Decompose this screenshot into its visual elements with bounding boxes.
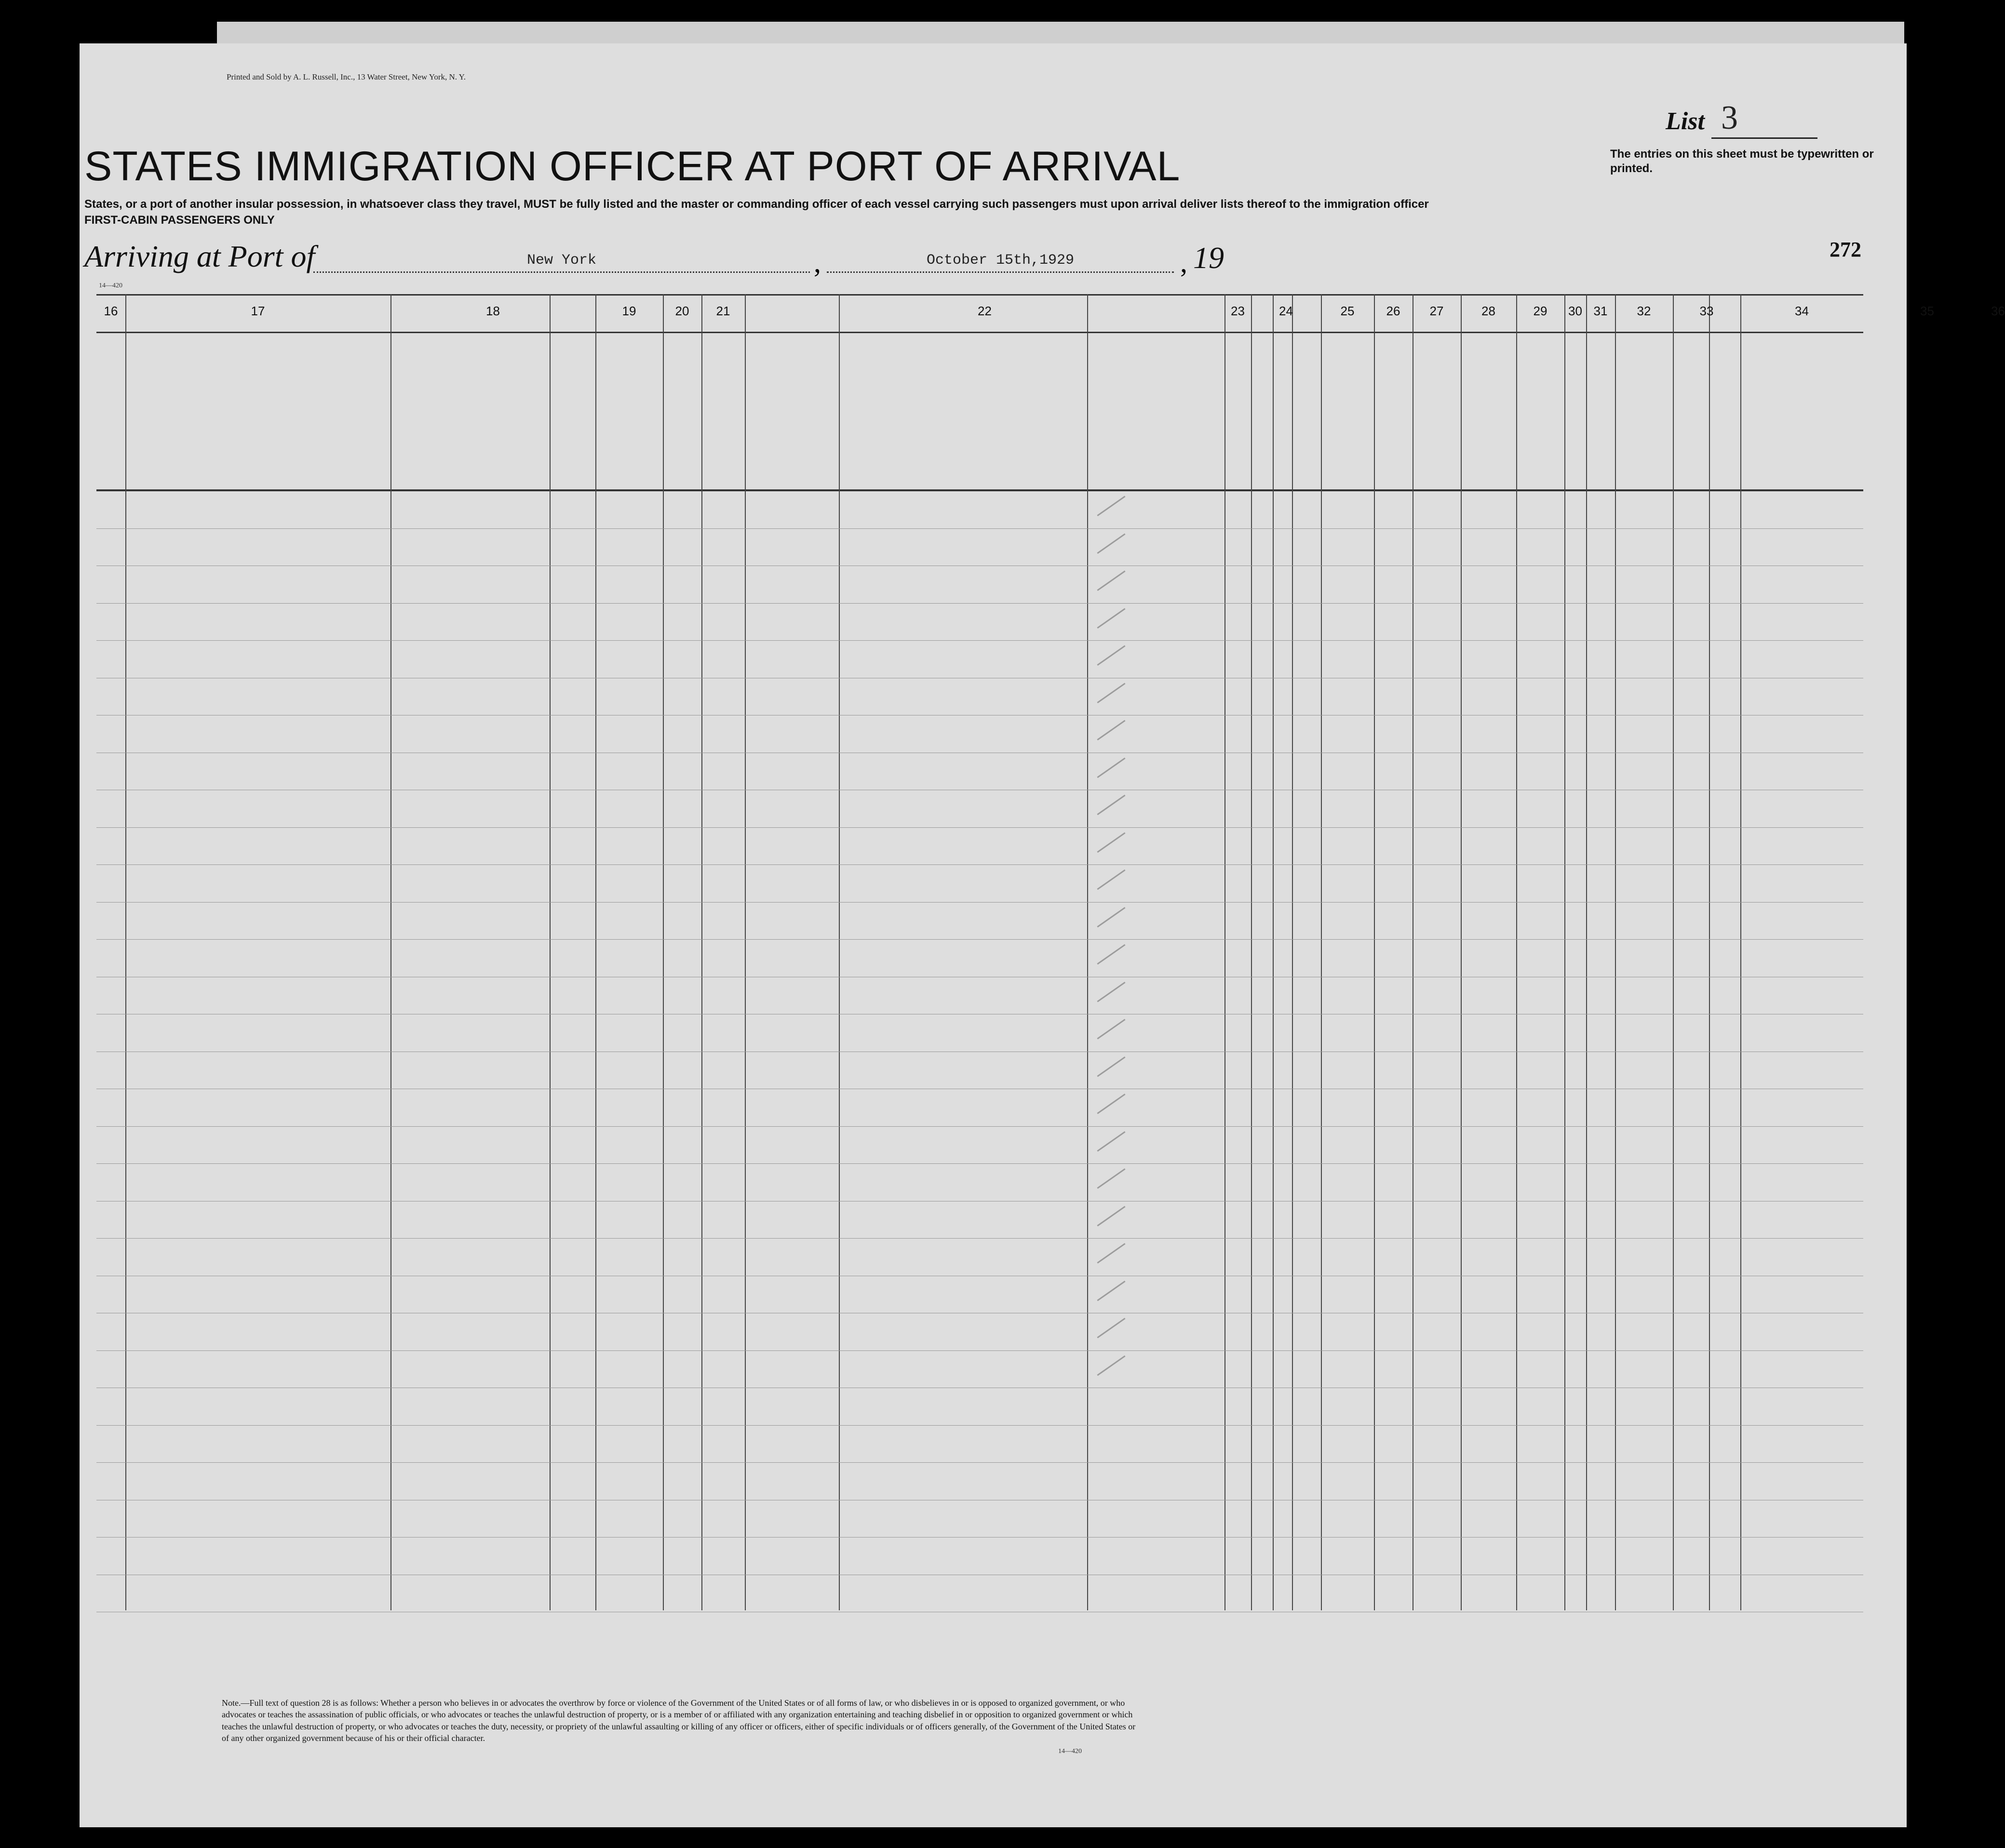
column-number: 16 xyxy=(104,304,118,318)
column-number: 30 xyxy=(1568,304,1582,318)
binder-hole xyxy=(42,1244,67,1269)
arriving-label: Arriving at Port of xyxy=(84,239,315,273)
list-label: List xyxy=(1666,108,1705,135)
header-inches xyxy=(1543,415,1564,526)
handwritten-check-icon xyxy=(1097,944,1125,965)
column-number: 17 xyxy=(251,304,265,318)
header-ticket xyxy=(552,342,591,453)
row-rule xyxy=(96,1163,1863,1164)
row-rule xyxy=(96,1238,1863,1239)
handwritten-check-icon xyxy=(1097,533,1125,554)
handwritten-check-icon xyxy=(1097,1355,1125,1376)
handwritten-check-icon xyxy=(1097,982,1125,1002)
binder-hole xyxy=(42,858,67,883)
comma: , xyxy=(814,246,821,278)
handwritten-check-icon xyxy=(1097,683,1125,703)
column-rule xyxy=(1740,294,1741,1610)
row-rule xyxy=(96,827,1863,828)
header-feet xyxy=(1519,415,1540,526)
column-number: 26 xyxy=(1386,304,1400,318)
page-number: 272 xyxy=(1830,238,1861,261)
row-rule xyxy=(96,603,1863,604)
column-rule xyxy=(1087,294,1088,1610)
row-rule xyxy=(96,1425,1863,1426)
header-money xyxy=(665,342,699,453)
handwritten-check-icon xyxy=(1097,496,1125,516)
column-rule xyxy=(1564,294,1565,1610)
binder-hole xyxy=(42,359,67,384)
binder-hole xyxy=(42,1499,67,1524)
handwritten-check-icon xyxy=(1097,608,1125,629)
column-header-row xyxy=(96,330,1863,491)
header-anarchist xyxy=(1294,342,1321,453)
handwritten-check-icon xyxy=(1097,1168,1125,1189)
column-number: 32 xyxy=(1637,304,1651,318)
column-rule xyxy=(663,294,664,1610)
handwritten-check-icon xyxy=(1097,1131,1125,1152)
row-rule xyxy=(96,1537,1863,1538)
column-rule xyxy=(1292,294,1293,1610)
column-number: 28 xyxy=(1481,304,1495,318)
handwritten-check-icon xyxy=(1097,1281,1125,1301)
column-rule xyxy=(1321,294,1322,1610)
column-rule xyxy=(390,294,391,1610)
column-number: 33 xyxy=(1699,304,1714,318)
date-field: October 15th,1929 xyxy=(827,252,1174,273)
row-rule xyxy=(96,1462,1863,1463)
row-rule xyxy=(96,640,1863,641)
column-number: 36 xyxy=(1991,304,2005,318)
row-rule xyxy=(96,864,1863,865)
column-rule xyxy=(745,294,746,1610)
column-rule xyxy=(1461,294,1462,1610)
form-code: 14—420 xyxy=(99,282,122,289)
handwritten-check-icon xyxy=(1097,1056,1125,1077)
row-rule xyxy=(96,1126,1863,1127)
year-label: 19 xyxy=(1193,241,1224,275)
handwritten-check-icon xyxy=(1097,832,1125,853)
handwritten-check-icon xyxy=(1097,1243,1125,1264)
entries-note: The entries on this sheet must be typewritten or printed. xyxy=(1610,148,1874,175)
footnote: Note.—Full text of question 28 is as follows: Whether a person who believes in or advocates the overthrow by force or violence of the Government of the United States or of all forms of law, or who disbelieves in or is opposed to organized government, or who advocates or teaches the assassination of public officials, or who advocates or teaches the unlawful destruction of property, or is a member of or affiliated with any organization entertaining and teaching disbelief in or opposition to organized government or which teaches the unlawful destruction of property, or who advocates or teaches the duty, necessity, or propriety of the unlawful assaulting or killing of any officer or officers, either of specific individuals or of officers generally, of the Government of the United States or of any other organized government because of his or their official character. xyxy=(222,1698,1136,1743)
column-number: 22 xyxy=(978,304,992,318)
handwritten-check-icon xyxy=(1097,1019,1125,1039)
column-number: 29 xyxy=(1533,304,1547,318)
column-number: 24 xyxy=(1279,304,1293,318)
column-number: 23 xyxy=(1231,304,1245,318)
manifest-table xyxy=(96,294,2005,1610)
column-rule xyxy=(1709,294,1710,1610)
column-rule xyxy=(1615,294,1616,1610)
column-number: 21 xyxy=(716,304,730,318)
column-rule xyxy=(1273,294,1274,1610)
handwritten-check-icon xyxy=(1097,757,1125,778)
column-rule xyxy=(125,294,126,1610)
page-title: STATES IMMIGRATION OFFICER AT PORT OF ARRIVAL xyxy=(84,143,1181,189)
comma: , xyxy=(1180,246,1187,278)
column-number: 35 xyxy=(1920,304,1934,318)
column-rule xyxy=(839,294,840,1610)
handwritten-check-icon xyxy=(1097,1206,1125,1227)
column-rule xyxy=(595,294,596,1610)
handwritten-check-icon xyxy=(1097,720,1125,741)
binder-hole xyxy=(42,612,67,637)
handwritten-check-icon xyxy=(1097,1318,1125,1338)
column-rule xyxy=(1374,294,1375,1610)
handwritten-check-icon xyxy=(1097,795,1125,815)
port-field: New York xyxy=(313,252,810,273)
row-rule xyxy=(96,939,1863,940)
row-rule xyxy=(96,1350,1863,1351)
column-rule xyxy=(1251,294,1252,1610)
column-number: 27 xyxy=(1429,304,1444,318)
column-rule xyxy=(550,294,551,1610)
header-polygamist xyxy=(1275,342,1292,453)
column-number: 34 xyxy=(1795,304,1809,318)
column-number: 19 xyxy=(622,304,636,318)
binder-hole xyxy=(42,1581,67,1606)
class-line: FIRST-CABIN PASSENGERS ONLY xyxy=(84,214,275,227)
handwritten-check-icon xyxy=(1097,645,1125,666)
binder-hole xyxy=(42,277,67,302)
column-number: 31 xyxy=(1593,304,1608,318)
handwritten-check-icon xyxy=(1097,570,1125,591)
list-number: 3 xyxy=(1711,99,1817,139)
column-rule xyxy=(701,294,702,1610)
handwritten-check-icon xyxy=(1097,1093,1125,1114)
column-number: 18 xyxy=(486,304,500,318)
column-number: 20 xyxy=(675,304,689,318)
column-rule xyxy=(1673,294,1674,1610)
column-rule xyxy=(1516,294,1517,1610)
row-rule xyxy=(96,902,1863,903)
printer-line: Printed and Sold by A. L. Russell, Inc., 13 Water Street, New York, N. Y. xyxy=(227,72,466,81)
handwritten-check-icon xyxy=(1097,869,1125,890)
footer-code: 14—420 xyxy=(1058,1748,1082,1755)
row-rule xyxy=(96,528,1863,529)
intro-line: States, or a port of another insular possession, in whatsoever class they travel, MUST be fully listed and the master or commanding officer of each vessel carrying such passengers must upon arrival deliver lists thereof to the immigration officer xyxy=(84,198,1429,211)
handwritten-check-icon xyxy=(1097,907,1125,928)
column-rule xyxy=(1586,294,1587,1610)
column-number: 25 xyxy=(1340,304,1355,318)
